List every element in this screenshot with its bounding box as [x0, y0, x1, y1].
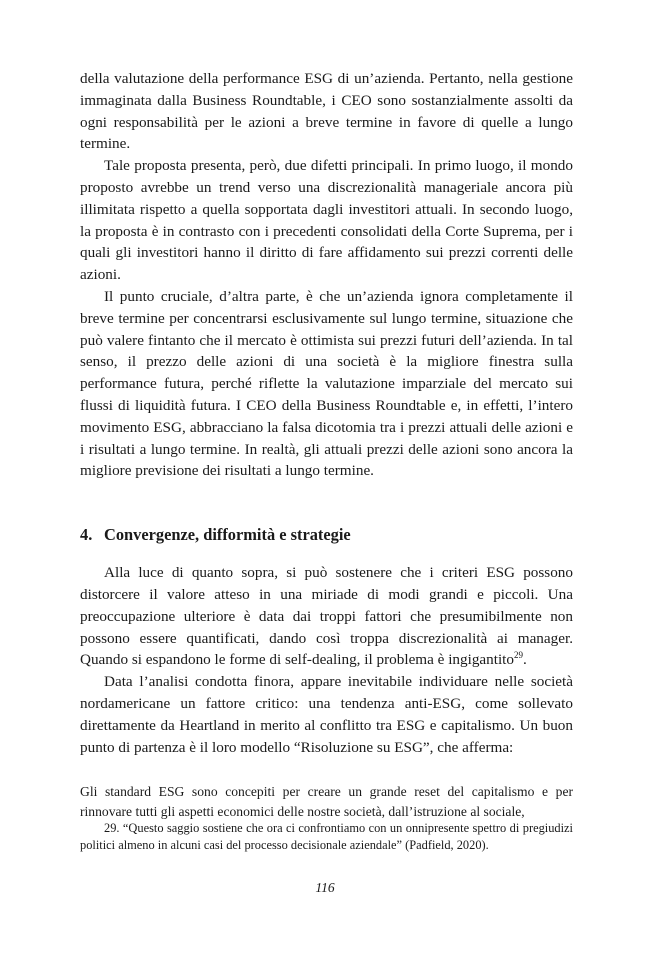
- section-paragraph: Data l’analisi condotta finora, appare inevitabile individuare nelle società nordamericane un fattore critico: una tendenza anti-ESG, come sollevato direttamente da Heartland in merito al conflitto tra ESG e capitalismo. Un buon punto di partenza è il loro modello “Risoluzione su ESG”, che afferma:: [80, 673, 573, 756]
- body-paragraph: Tale proposta presenta, però, due difetti principali. In primo luogo, il mondo proposto avrebbe un trend verso una discrezionalità manageriale ancora più illimitata rispetto a quella sopportata dagli investitori attuali. In secondo luogo, la proposta è in contrasto con i precedenti consolidati della Corte Suprema, per i quali gli investitori hanno il diritto di fare affidamento sui prezzi correnti delle azioni.: [80, 157, 573, 284]
- body-paragraph: della valutazione della performance ESG di un’azienda. Pertanto, nella gestione immaginata dalla Business Roundtable, i CEO sono sostanzialmente assolti da ogni responsabilità per le azioni a breve termine in favore di quelle a lungo termine.: [80, 70, 573, 153]
- section-paragraph-text: Alla luce di quanto sopra, si può sostenere che i criteri ESG possono distorcere il valore atteso in una miriade di modi grandi e piccoli. Una preoccupazione ulteriore è data dai troppi fattori che presumibilmente non possono essere quantificati, dando così troppa discrezionalità ai manager. Quando si espandono le forme di self-dealing, il problema è ingigantito: [80, 564, 573, 669]
- section-body: [80, 562, 573, 758]
- footnotes: [80, 820, 573, 855]
- body-paragraph: Il punto cruciale, d’altra parte, è che un’azienda ignora completamente il breve termine per concentrarsi esclusivamente sul lungo termine, situazione che può valere fintanto che il mercato è ottimista sui prezzi futuri dell’azienda. In tal senso, il prezzo delle azioni di una società è la migliore finestra sulla performance futura, perché riflette la valutazione imparziale del mercato sui flussi di liquidità futura. I CEO della Business Roundtable e, in effetti, l’intero movimento ESG, abbracciano la falsa dicotomia tra i prezzi attuali delle azioni e i risultati a lungo termine. In realtà, gli attuali prezzi delle azioni sono ancora la migliore previsione dei risultati a lungo termine.: [80, 287, 573, 480]
- page-content: [80, 68, 573, 821]
- section-number: 4.: [80, 525, 93, 545]
- section-heading: [80, 524, 573, 546]
- footnote-reference[interactable]: 29: [514, 650, 524, 661]
- block-quote: Gli standard ESG sono concepiti per creare un grande reset del capitalismo e per rinnovare tutti gli aspetti economici delle nostre società, dall’istruzione al sociale,: [80, 784, 573, 819]
- section-paragraph: [80, 562, 573, 671]
- section-paragraph-end: .: [523, 651, 527, 669]
- page-number: 116: [315, 880, 335, 895]
- section-title: Convergenze, difformità e strategie: [104, 525, 351, 545]
- footnote-29: 29. “Questo saggio sostiene che ora ci confrontiamo con un onnipresente spettro di pregiudizi politici almeno in alcuni casi del processo decisionale aziendale” (Padfield, 2020).: [80, 821, 573, 853]
